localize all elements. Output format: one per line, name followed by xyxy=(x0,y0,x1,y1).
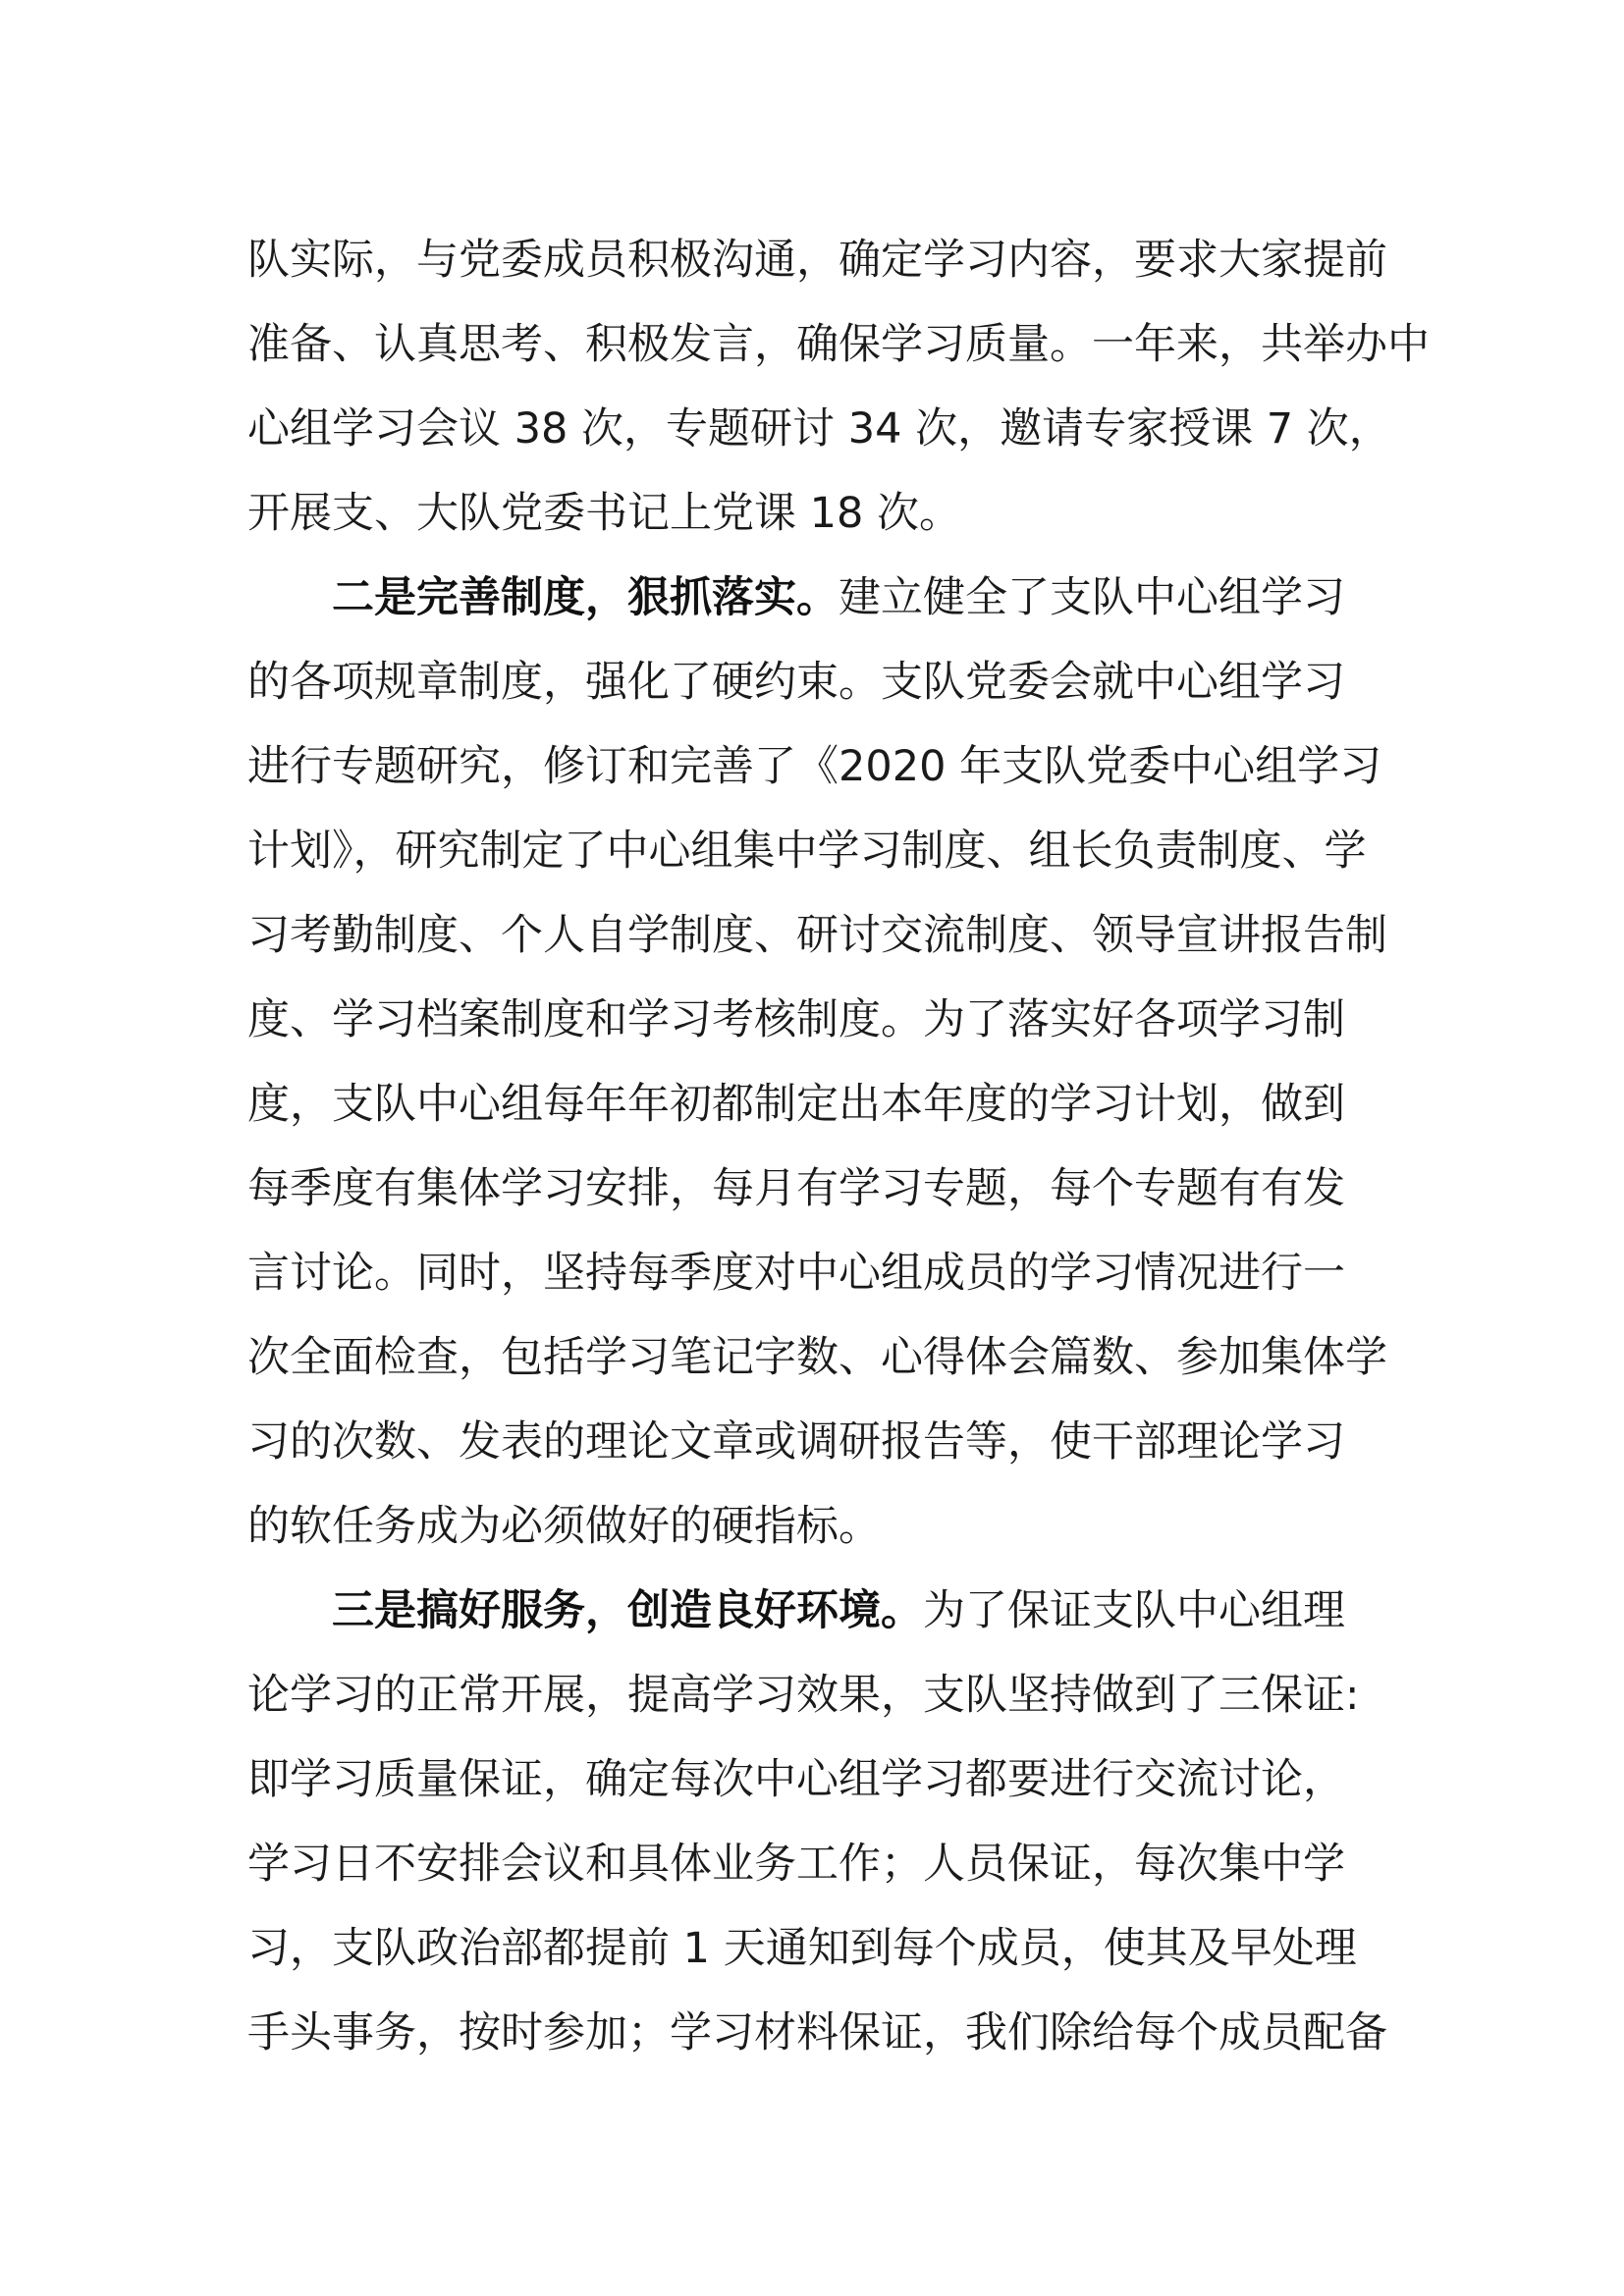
paragraph-three-text: 为了保证支队中心组理 xyxy=(923,1586,1345,1635)
text-line: 队实际，与党委成员积极沟通，确定学习内容，要求大家提前 xyxy=(247,236,1387,285)
text-line: 度，支队中心组每年年初都制定出本年度的学习计划，做到 xyxy=(247,1080,1345,1129)
text-line: 准备、认真思考、积极发言，确保学习质量。一年来，共举办中 xyxy=(247,320,1430,369)
text-line: 习的次数、发表的理论文章或调研报告等，使干部理论学习 xyxy=(247,1417,1345,1467)
text-line: 计划》，研究制定了中心组集中学习制度、组长负责制度、学 xyxy=(247,827,1367,876)
text-line: 心组学习会议 38 次，专题研讨 34 次，邀请专家授课 7 次， xyxy=(247,404,1391,454)
document-body xyxy=(247,218,1430,2075)
text-line: 进行专题研究，修订和完善了《2020 年支队党委中心组学习 xyxy=(247,742,1382,791)
paragraph-two-heading: 二是完善制度，狠抓落实。 xyxy=(332,573,839,622)
text-line: 的各项规章制度，强化了硬约束。支队党委会就中心组学习 xyxy=(247,658,1345,707)
text-line: 言讨论。同时，坚持每季度对中心组成员的学习情况进行一 xyxy=(247,1249,1345,1298)
text-line: 开展支、大队党委书记上党课 18 次。 xyxy=(247,489,962,538)
paragraph-two-first-line xyxy=(247,556,1386,640)
text-line: 即学习质量保证，确定每次中心组学习都要进行交流讨论， xyxy=(247,1755,1345,1804)
paragraph-three-first-line xyxy=(247,1569,1386,1653)
text-line: 习，支队政治部都提前 1 天通知到每个成员，使其及早处理 xyxy=(247,1924,1357,1973)
text-line: 每季度有集体学习安排，每月有学习专题，每个专题有有发 xyxy=(247,1164,1345,1213)
paragraph-three-heading: 三是搞好服务，创造良好环境。 xyxy=(332,1586,923,1635)
text-line: 的软任务成为必须做好的硬指标。 xyxy=(247,1502,881,1551)
text-line: 学习日不安排会议和具体业务工作；人员保证，每次集中学 xyxy=(247,1840,1345,1889)
text-line: 度、学习档案制度和学习考核制度。为了落实好各项学习制 xyxy=(247,995,1345,1044)
text-line: 论学习的正常开展，提高学习效果，支队坚持做到了三保证: xyxy=(247,1671,1360,1720)
text-line: 习考勤制度、个人自学制度、研讨交流制度、领导宣讲报告制 xyxy=(247,911,1387,960)
text-line: 手头事务，按时参加；学习材料保证，我们除给每个成员配备 xyxy=(247,2008,1387,2057)
text-line: 次全面检查，包括学习笔记字数、心得体会篇数、参加集体学 xyxy=(247,1333,1387,1382)
paragraph-two-text: 建立健全了支队中心组学习 xyxy=(839,573,1345,622)
